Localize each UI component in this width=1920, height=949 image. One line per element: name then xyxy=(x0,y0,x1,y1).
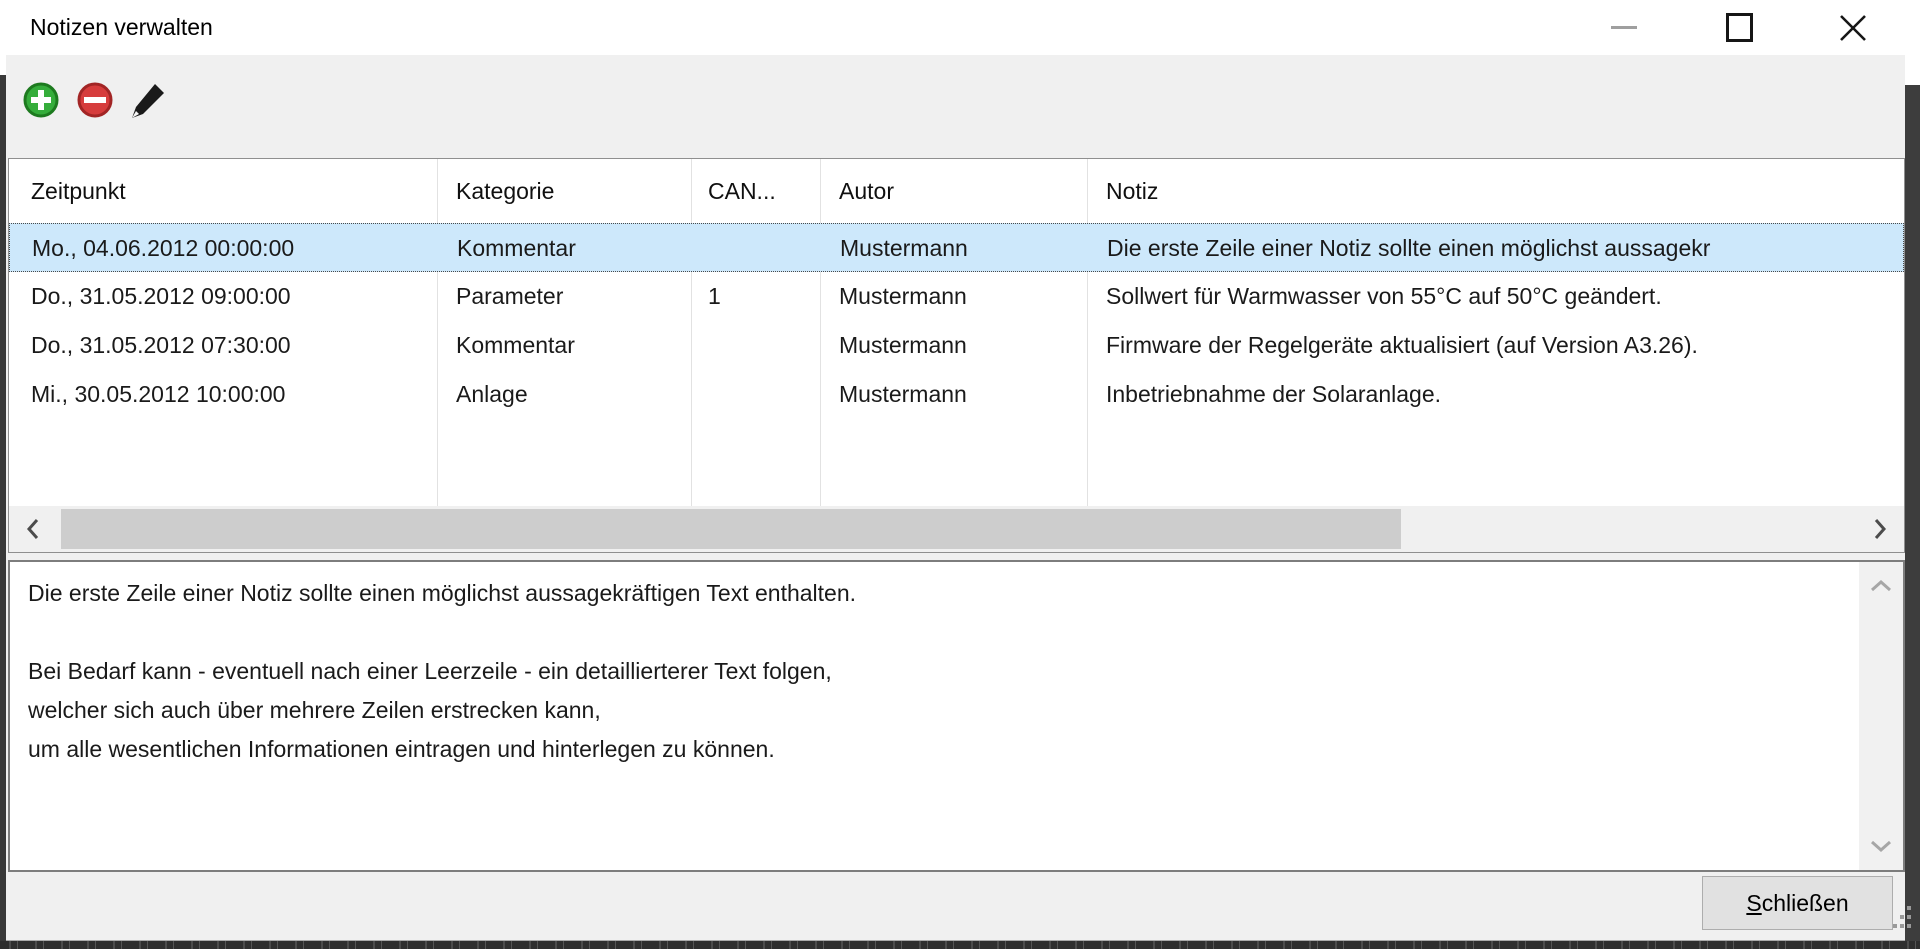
note-line xyxy=(28,613,1843,652)
cell-autor: Mustermann xyxy=(839,381,967,407)
edit-note-button[interactable] xyxy=(128,81,166,119)
note-line: Die erste Zeile einer Notiz sollte einen möglichst aussagekräftigen Text enthalten. xyxy=(28,580,857,606)
notes-dialog xyxy=(6,0,1905,941)
background-edge-bottom xyxy=(0,941,1920,949)
cell-notiz: Die erste Zeile einer Notiz sollte einen möglichst aussagekr xyxy=(1107,235,1711,261)
resize-grip[interactable] xyxy=(1893,906,1913,936)
column-header-kategorie[interactable]: Kategorie xyxy=(456,178,555,204)
note-text xyxy=(28,574,1843,769)
cell-zeitpunkt: Mo., 04.06.2012 00:00:00 xyxy=(32,235,295,261)
cell-kategorie: Kommentar xyxy=(457,235,576,261)
cell-notiz: Firmware der Regelgeräte aktualisiert (auf Version A3.26). xyxy=(1106,332,1698,358)
scroll-left-button[interactable] xyxy=(9,506,57,552)
chevron-right-icon xyxy=(1873,518,1887,540)
cell-zeitpunkt: Mi., 30.05.2012 10:00:00 xyxy=(31,381,286,407)
cell-zeitpunkt: Do., 31.05.2012 09:00:00 xyxy=(31,283,291,309)
toolbar xyxy=(6,55,1905,130)
close-button-label: chließen xyxy=(1761,889,1849,916)
cell-kategorie: Anlage xyxy=(456,381,528,407)
close-button-mnemonic: S xyxy=(1746,889,1762,916)
scroll-up-button[interactable] xyxy=(1859,564,1903,608)
background-edge-right xyxy=(1905,85,1920,949)
cell-kategorie: Kommentar xyxy=(456,332,575,358)
column-header-autor[interactable]: Autor xyxy=(839,178,894,204)
plus-circle-icon xyxy=(22,81,60,119)
cell-can: 1 xyxy=(708,283,721,309)
table-row[interactable] xyxy=(9,272,1904,321)
table-header xyxy=(9,159,1904,223)
minimize-button[interactable] xyxy=(1579,0,1669,55)
column-header-can[interactable]: CAN... xyxy=(708,178,776,204)
cell-zeitpunkt: Do., 31.05.2012 07:30:00 xyxy=(31,332,291,358)
dialog-title: Notizen verwalten xyxy=(30,14,213,40)
cell-notiz: Inbetriebnahme der Solaranlage. xyxy=(1106,381,1442,407)
cell-autor: Mustermann xyxy=(839,332,967,358)
cell-kategorie: Parameter xyxy=(456,283,564,309)
table-row[interactable] xyxy=(9,321,1904,370)
chevron-up-icon xyxy=(1870,579,1892,593)
add-note-button[interactable] xyxy=(22,81,60,119)
maximize-button[interactable] xyxy=(1694,0,1784,55)
note-text-area[interactable] xyxy=(8,560,1905,872)
scroll-right-button[interactable] xyxy=(1856,506,1904,552)
cell-can xyxy=(692,224,821,273)
note-line: Bei Bedarf kann - eventuell nach einer Leerzeile - ein detaillierterer Text folgen, xyxy=(28,658,832,684)
title-bar xyxy=(6,0,1905,55)
cell-autor: Mustermann xyxy=(839,283,967,309)
notes-table xyxy=(8,158,1905,553)
minimize-icon xyxy=(1611,26,1637,29)
cell-can xyxy=(691,321,820,370)
chevron-left-icon xyxy=(26,518,40,540)
horizontal-scrollbar-thumb[interactable] xyxy=(61,509,1401,549)
close-button[interactable] xyxy=(1808,0,1898,55)
column-header-zeitpunkt[interactable]: Zeitpunkt xyxy=(31,178,126,204)
table-row[interactable] xyxy=(9,370,1904,419)
minus-circle-icon xyxy=(76,81,114,119)
table-row-selected[interactable] xyxy=(9,223,1904,272)
vertical-scrollbar[interactable] xyxy=(1859,562,1903,870)
cell-autor: Mustermann xyxy=(840,235,968,261)
chevron-down-icon xyxy=(1870,839,1892,853)
delete-note-button[interactable] xyxy=(76,81,114,119)
horizontal-scrollbar[interactable] xyxy=(9,506,1904,552)
scroll-down-button[interactable] xyxy=(1859,824,1903,868)
table-rows-area xyxy=(9,159,1904,506)
maximize-icon xyxy=(1726,13,1753,42)
cell-can xyxy=(691,370,820,419)
pencil-icon xyxy=(128,81,168,121)
note-line: um alle wesentlichen Informationen eintragen und hinterlegen zu können. xyxy=(28,736,775,762)
close-dialog-button[interactable] xyxy=(1702,876,1893,930)
column-header-notiz[interactable]: Notiz xyxy=(1106,178,1159,204)
note-line: welcher sich auch über mehrere Zeilen erstrecken kann, xyxy=(28,697,601,723)
cell-notiz: Sollwert für Warmwasser von 55°C auf 50°C geändert. xyxy=(1106,283,1662,309)
close-icon xyxy=(1838,13,1868,43)
